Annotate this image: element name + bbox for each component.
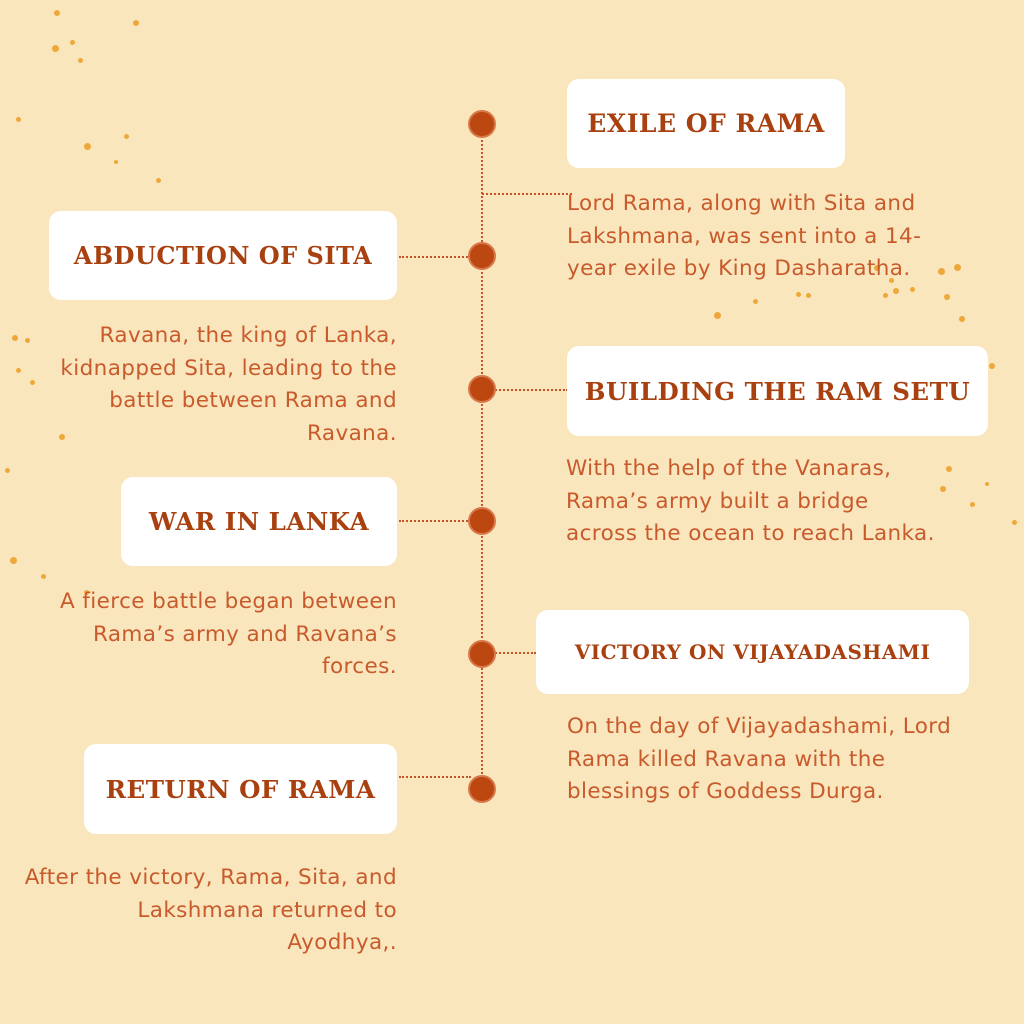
connector-line bbox=[492, 389, 568, 391]
event-title: VICTORY ON VIJAYADASHAMI bbox=[574, 640, 931, 664]
connector-line bbox=[399, 520, 471, 522]
timeline-node bbox=[468, 640, 496, 668]
timeline-node bbox=[468, 775, 496, 803]
event-description: After the victory, Rama, Sita, and Lakshmana returned to Ayodhya,. bbox=[24, 865, 397, 955]
event-description: A fierce battle began between Rama’s army and Ravana’s forces. bbox=[59, 589, 397, 679]
connector-line bbox=[492, 652, 536, 654]
event-title: BUILDING THE RAM SETU bbox=[584, 376, 971, 406]
timeline-node bbox=[468, 507, 496, 535]
event-description: Ravana, the king of Lanka, kidnapped Sita, leading to the battle between Rama and Ravana. bbox=[60, 323, 397, 446]
connector-line bbox=[399, 256, 471, 258]
event-title-card bbox=[121, 477, 397, 566]
event-title-card bbox=[84, 744, 397, 834]
timeline-node bbox=[468, 242, 496, 270]
event-title: ABDUCTION OF SITA bbox=[73, 241, 373, 270]
timeline-node bbox=[468, 110, 496, 138]
timeline-node bbox=[468, 375, 496, 403]
event-description: On the day of Vijayadashami, Lord Rama killed Ravana with the blessings of Goddess Durga. bbox=[567, 714, 952, 804]
event-title: RETURN OF RAMA bbox=[105, 774, 376, 804]
event-title-card bbox=[567, 79, 845, 168]
event-title-card bbox=[536, 610, 969, 694]
event-title: WAR IN LANKA bbox=[148, 507, 370, 536]
timeline-spine bbox=[481, 124, 483, 790]
connector-line bbox=[399, 776, 471, 778]
connector-line bbox=[482, 193, 572, 195]
event-title-card bbox=[567, 346, 988, 436]
event-title: EXILE OF RAMA bbox=[587, 109, 825, 138]
event-description: With the help of the Vanaras, Rama’s army built a bridge across the ocean to reach Lanka. bbox=[566, 456, 935, 546]
event-title-card bbox=[49, 211, 397, 300]
event-description: Lord Rama, along with Sita and Lakshmana, was sent into a 14-year exile by King Dasharatha. bbox=[567, 191, 922, 281]
